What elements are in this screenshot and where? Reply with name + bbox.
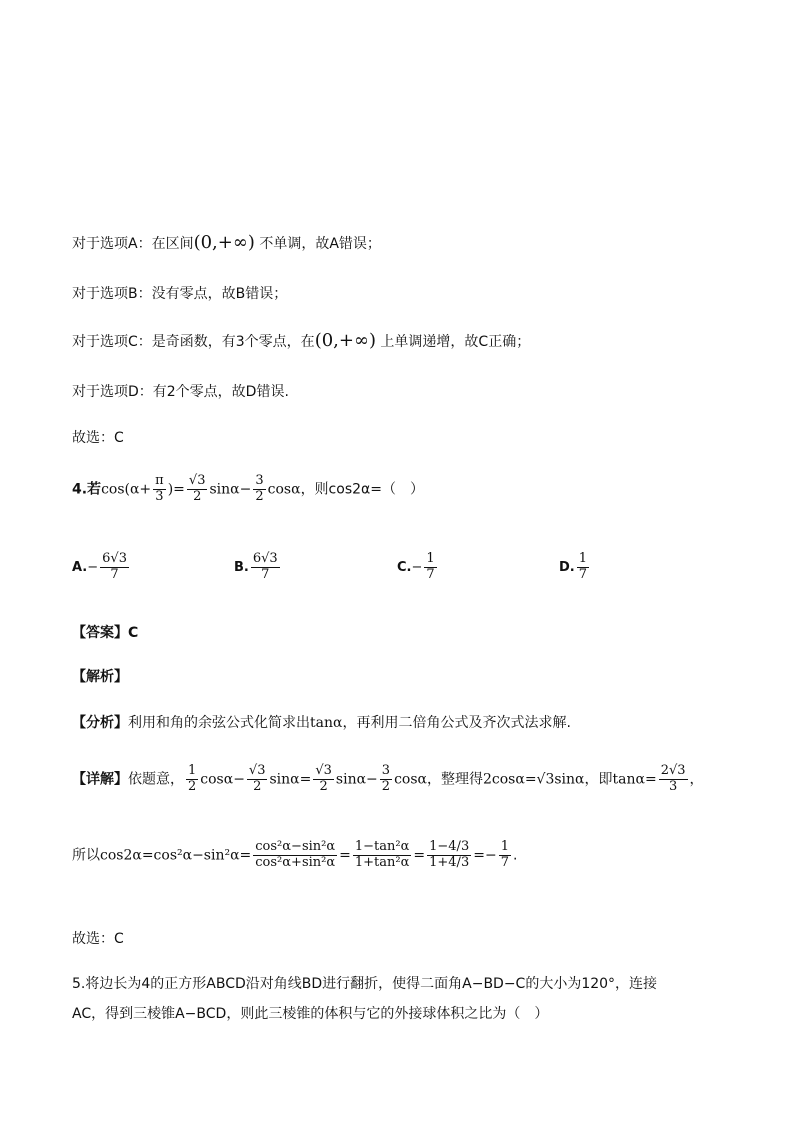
choice-d-den: 7 bbox=[578, 566, 588, 582]
r3-frac bbox=[247, 764, 268, 795]
choice-d bbox=[559, 552, 591, 583]
fenxi-label: 【分析】 bbox=[72, 715, 128, 731]
r3-num: √3 bbox=[248, 763, 266, 778]
choice-c bbox=[397, 552, 439, 583]
tan-frac bbox=[659, 764, 688, 795]
res-den: 7 bbox=[500, 854, 509, 870]
choice-a bbox=[72, 552, 131, 583]
pi-numerator: π bbox=[155, 473, 164, 488]
f3-num: 1−4/3 bbox=[429, 839, 470, 854]
choice-a-num: 6√3 bbox=[102, 551, 127, 566]
option-c-interval: (0,+∞) bbox=[314, 330, 376, 351]
two-denominator-b: 2 bbox=[255, 488, 264, 504]
half-den: 2 bbox=[188, 778, 197, 794]
question-5-line1: 5.将边长为4的正方形ABCD沿对角线BD进行翻折，使得二面角A−BD−C的大小为120°，连接 bbox=[72, 976, 658, 992]
choice-a-label: A. bbox=[72, 559, 88, 575]
choice-c-den: 7 bbox=[426, 566, 435, 582]
xiangjie-then: ，即 bbox=[584, 771, 613, 788]
option-d-review: 对于选项D：有2个零点，故D错误. bbox=[72, 384, 289, 400]
suoyi-line: 所以cos2α=cos²α−sin²α= $\frac{\text{cos²α−sin²α}}{\text{cos²α+sin²α}}$ = $\frac{\text{1−tan²α}}{\text{1+tan²α}}$ = $\frac{1-4/3}{1+4/3}$ =− $\frac{1}{7}$ . bbox=[72, 839, 518, 870]
q4-3-over-2 bbox=[253, 474, 265, 505]
choice-b-label: B. bbox=[234, 559, 249, 575]
q4-cos: cosα bbox=[267, 481, 301, 498]
answer-tag: 【答案】C bbox=[72, 625, 139, 641]
q4-number: 4.若 bbox=[72, 481, 102, 498]
q4-sqrt3-over-2 bbox=[187, 474, 208, 505]
sqrt3-numerator: √3 bbox=[188, 473, 206, 488]
choice-b-den: 7 bbox=[261, 566, 270, 582]
tana-term: tanα= bbox=[612, 771, 657, 788]
sina2-term: sinα− bbox=[335, 771, 378, 788]
tan-num: 2√3 bbox=[660, 763, 686, 778]
sina-term: sinα= bbox=[269, 771, 312, 788]
three-den: 2 bbox=[381, 778, 391, 794]
choice-a-sign: − bbox=[87, 559, 99, 575]
half-num: 1 bbox=[188, 763, 197, 778]
choice-c-label: C. bbox=[397, 559, 412, 575]
fenxi-text-a: 利用和角的余弦公式化简求出 bbox=[128, 715, 310, 731]
f2-num: 1−tan²α bbox=[354, 839, 410, 854]
r3-frac-b bbox=[313, 764, 334, 795]
three-num: 3 bbox=[381, 763, 391, 778]
xiangjie-line: 【详解】依题意， $\frac{1}{2}$ cosα− $\frac{√3}{2}$ sinα= $\frac{√3}{2}$ sinα− $\frac{3}{2}$ cosα，整理得2cosα=√3sinα，即tanα= $\frac{2√3}{3}$ ， bbox=[72, 763, 704, 794]
choice-d-num: 1 bbox=[578, 551, 588, 566]
suoyi-result-frac bbox=[499, 840, 511, 871]
fenxi-tan: tanα bbox=[310, 715, 343, 731]
r3-den: 2 bbox=[253, 778, 262, 794]
r3b-den: 2 bbox=[319, 778, 328, 794]
suoyi-frac3 bbox=[427, 840, 471, 871]
choice-d-frac bbox=[577, 552, 589, 583]
three-numerator: 3 bbox=[255, 473, 264, 488]
choice-d-label: D. bbox=[559, 559, 575, 575]
res-num: 1 bbox=[500, 839, 509, 854]
question-5-line2: AC，得到三棱锥A−BCD，则此三棱锥的体积与它的外接球体积之比为（ ） bbox=[72, 1006, 549, 1022]
tan-den: 3 bbox=[668, 778, 678, 794]
question-4: 4.若cos(α+ $\frac{\pi}{3}$ )= $\frac{√3}{2}$ sinα− $\frac{3}{2}$ cosα，则cos2α=（ ） bbox=[72, 473, 424, 504]
f1-num: cos²α−sin²α bbox=[255, 839, 336, 854]
q4-pi-over-3 bbox=[153, 474, 166, 505]
choice-c-num: 1 bbox=[426, 551, 435, 566]
choice-b-num: 6√3 bbox=[252, 551, 278, 566]
suoyi-label: 所以 bbox=[72, 847, 100, 864]
cosa2-term: cosα bbox=[394, 771, 427, 788]
analysis-tag: 【解析】 bbox=[72, 669, 128, 685]
choice-b bbox=[234, 552, 282, 583]
suoyi-frac1 bbox=[253, 840, 337, 871]
choice-c-sign: − bbox=[411, 559, 423, 575]
choice-c-frac bbox=[424, 552, 436, 583]
fenxi-text-b: ，再利用二倍角公式及齐次式法求解. bbox=[342, 715, 571, 731]
pi-denominator: 3 bbox=[155, 488, 164, 504]
option-c-review bbox=[72, 330, 530, 351]
f1-den: cos²α+sin²α bbox=[255, 854, 336, 870]
xiangjie-label: 【详解】 bbox=[72, 771, 128, 788]
suoyi-frac2 bbox=[353, 840, 412, 871]
q4-sin: sinα− bbox=[209, 481, 252, 498]
option-c-prefix: 对于选项C：是奇函数，有3个零点，在 bbox=[72, 334, 315, 350]
answer-select-1: 故选：C bbox=[72, 430, 124, 446]
fenxi-line bbox=[72, 712, 571, 732]
option-b-review: 对于选项B：没有零点，故B错误； bbox=[72, 286, 288, 302]
choice-a-frac bbox=[100, 552, 129, 583]
xiangjie-intro: 依题意， bbox=[128, 771, 184, 788]
choice-b-frac bbox=[251, 552, 280, 583]
option-a-review bbox=[72, 232, 381, 253]
q4-lhs: cos(α+ bbox=[101, 481, 152, 498]
r3b-num: √3 bbox=[315, 763, 332, 778]
three-half-frac bbox=[380, 764, 392, 795]
suoyi-e1: cos2α=cos²α−sin²α= bbox=[100, 847, 252, 864]
f3-den: 1+4/3 bbox=[429, 854, 470, 870]
option-a-suffix: 不单调，故A错误； bbox=[254, 236, 381, 252]
f2-den: 1+tan²α bbox=[354, 854, 410, 870]
eq2-term: 2cosα=√3sinα bbox=[483, 771, 585, 788]
choice-a-den: 7 bbox=[110, 566, 119, 582]
option-c-suffix: 上单调递增，故C正确； bbox=[375, 334, 531, 350]
cosa-term: cosα− bbox=[200, 771, 245, 788]
answer-select-2: 故选：C bbox=[72, 931, 124, 947]
option-a-prefix: 对于选项A：在区间 bbox=[72, 236, 194, 252]
suoyi-res: =− bbox=[473, 847, 497, 864]
half-frac bbox=[186, 764, 198, 795]
option-a-interval: (0,+∞) bbox=[193, 232, 255, 253]
q4-tail: ，则cos2α=（ ） bbox=[300, 481, 424, 498]
two-denominator: 2 bbox=[193, 488, 202, 504]
xiangjie-mid: ，整理得 bbox=[427, 771, 483, 788]
